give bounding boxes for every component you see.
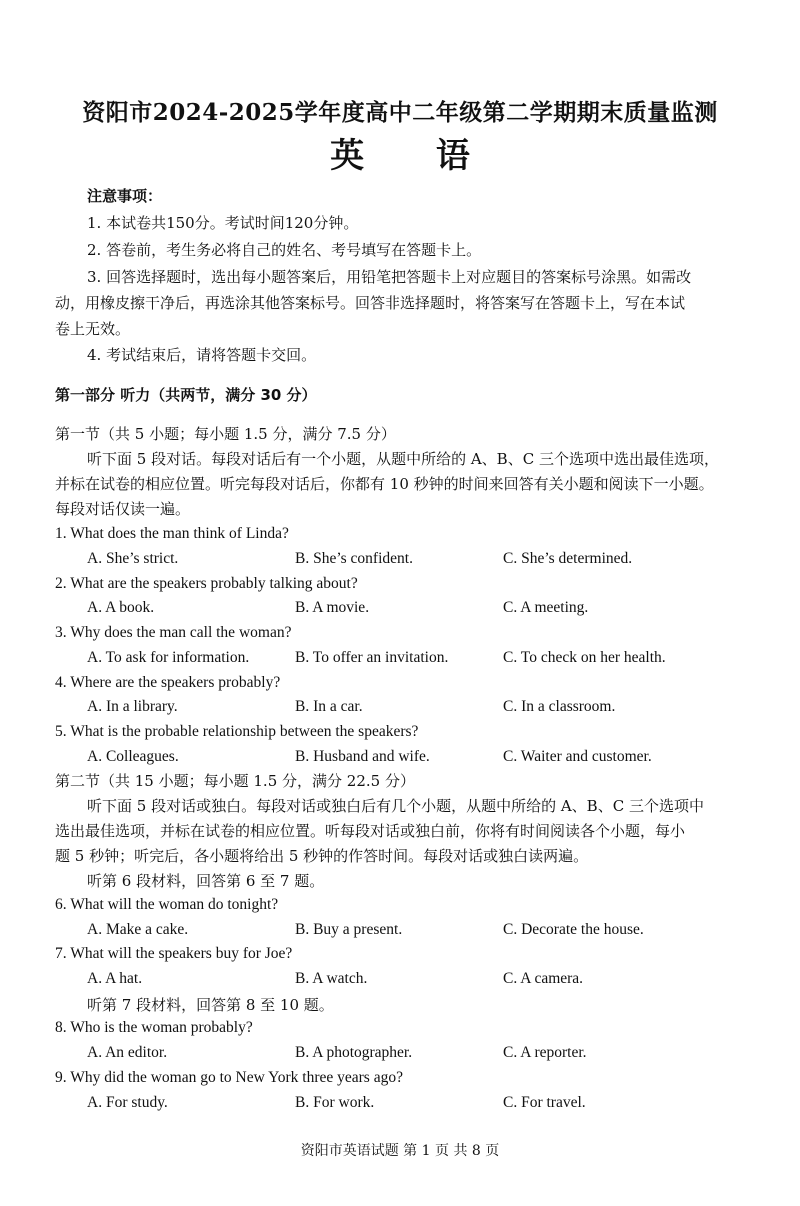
question-1-option-c: C. She’s determined. (503, 550, 633, 567)
question-6-option-a: A. Make a cake. (87, 921, 189, 938)
section1-instruction-line-3: 每段对话仅读一遍。 (55, 500, 191, 518)
question-6-option-b: B. Buy a present. (295, 921, 403, 938)
part1-heading: 第一部分 听力（共两节，满分 30 分） (55, 386, 317, 404)
section2-instruction-line-2: 选出最佳选项，并标在试卷的相应位置。听每段对话或独白前，你将有时间阅读各个小题，每小 (55, 822, 686, 840)
question-8-option-b: B. A photographer. (295, 1044, 413, 1061)
question-4-option-a: A. In a library. (87, 698, 178, 715)
question-7-option-a: A. A hat. (87, 970, 143, 987)
question-3-option-c: C. To check on her health. (503, 649, 666, 666)
question-9-option-c: C. For travel. (503, 1094, 586, 1111)
question-8-option-c: C. A reporter. (503, 1044, 587, 1061)
question-4: 4. Where are the speakers probably? (55, 674, 281, 691)
section1-instruction-line-2: 并标在试卷的相应位置。听完每段对话后，你都有 10 秒钟的时间来回答有关小题和阅读下一小题。 (55, 475, 714, 493)
question-1: 1. What does the man think of Linda? (55, 525, 289, 542)
notice-item-3-line-1: 3. 回答选择题时，选出每小题答案后，用铅笔把答题卡上对应题目的答案标号涂黑。如需改 (87, 268, 692, 286)
question-8: 8. Who is the woman probably? (55, 1019, 253, 1036)
material-7-instruction: 听第 7 段材料，回答第 8 至 10 题。 (87, 996, 334, 1014)
question-3: 3. Why does the man call the woman? (55, 624, 292, 641)
section2-instruction-line-1: 听下面 5 段对话或独白。每段对话或独白后有几个小题，从题中所给的 A、B、C 三个选项中 (87, 797, 704, 815)
question-9: 9. Why did the woman go to New York three years ago? (55, 1069, 403, 1086)
question-9-option-a: A. For study. (87, 1094, 168, 1111)
question-2-option-c: C. A meeting. (503, 599, 589, 616)
question-4-option-b: B. In a car. (295, 698, 363, 715)
section2-heading: 第二节（共 15 小题；每小题 1.5 分，满分 22.5 分） (55, 772, 415, 790)
exam-title: 资阳市2024-2025学年度高中二年级第二学期期末质量监测 (82, 99, 718, 126)
subject-title: 英 语 (330, 136, 500, 176)
question-7: 7. What will the speakers buy for Joe? (55, 945, 293, 962)
notice-item-3-line-2: 动，用橡皮擦干净后，再选涂其他答案标号。回答非选择题时，将答案写在答题卡上，写在本试 (55, 294, 686, 312)
question-2-option-b: B. A movie. (295, 599, 370, 616)
notice-heading: 注意事项： (87, 187, 163, 205)
page-footer: 资阳市英语试题 第 1 页 共 8 页 (300, 1143, 500, 1159)
notice-item-4: 4. 考试结束后，请将答题卡交回。 (87, 346, 317, 364)
question-5-option-c: C. Waiter and customer. (503, 748, 652, 765)
question-3-option-b: B. To offer an invitation. (295, 649, 449, 666)
section1-instruction-line-1: 听下面 5 段对话。每段对话后有一个小题，从题中所给的 A、B、C 三个选项中选出最佳选项， (87, 450, 719, 468)
question-3-option-a: A. To ask for information. (87, 649, 250, 666)
question-4-option-c: C. In a classroom. (503, 698, 616, 715)
question-8-option-a: A. An editor. (87, 1044, 168, 1061)
question-2-option-a: A. A book. (87, 599, 155, 616)
question-5: 5. What is the probable relationship between the speakers? (55, 723, 419, 740)
section1-heading: 第一节（共 5 小题；每小题 1.5 分，满分 7.5 分） (55, 425, 396, 443)
question-5-option-b: B. Husband and wife. (295, 748, 430, 765)
question-1-option-b: B. She’s confident. (295, 550, 413, 567)
material-6-instruction: 听第 6 段材料，回答第 6 至 7 题。 (87, 872, 325, 890)
question-5-option-a: A. Colleagues. (87, 748, 179, 765)
question-1-option-a: A. She’s strict. (87, 550, 179, 567)
question-7-option-c: C. A camera. (503, 970, 584, 987)
notice-item-2: 2. 答卷前，考生务必将自己的姓名、考号填写在答题卡上。 (87, 241, 482, 259)
section2-instruction-line-3: 题 5 秒钟；听完后，各小题将给出 5 秒钟的作答时间。每段对话或独白读两遍。 (55, 847, 589, 865)
question-7-option-b: B. A watch. (295, 970, 368, 987)
notice-item-1: 1. 本试卷共150分。考试时间120分钟。 (87, 214, 359, 232)
question-6: 6. What will the woman do tonight? (55, 896, 279, 913)
question-2: 2. What are the speakers probably talking about? (55, 575, 358, 592)
notice-item-3-line-3: 卷上无效。 (55, 320, 131, 338)
question-6-option-c: C. Decorate the house. (503, 921, 644, 938)
question-9-option-b: B. For work. (295, 1094, 375, 1111)
